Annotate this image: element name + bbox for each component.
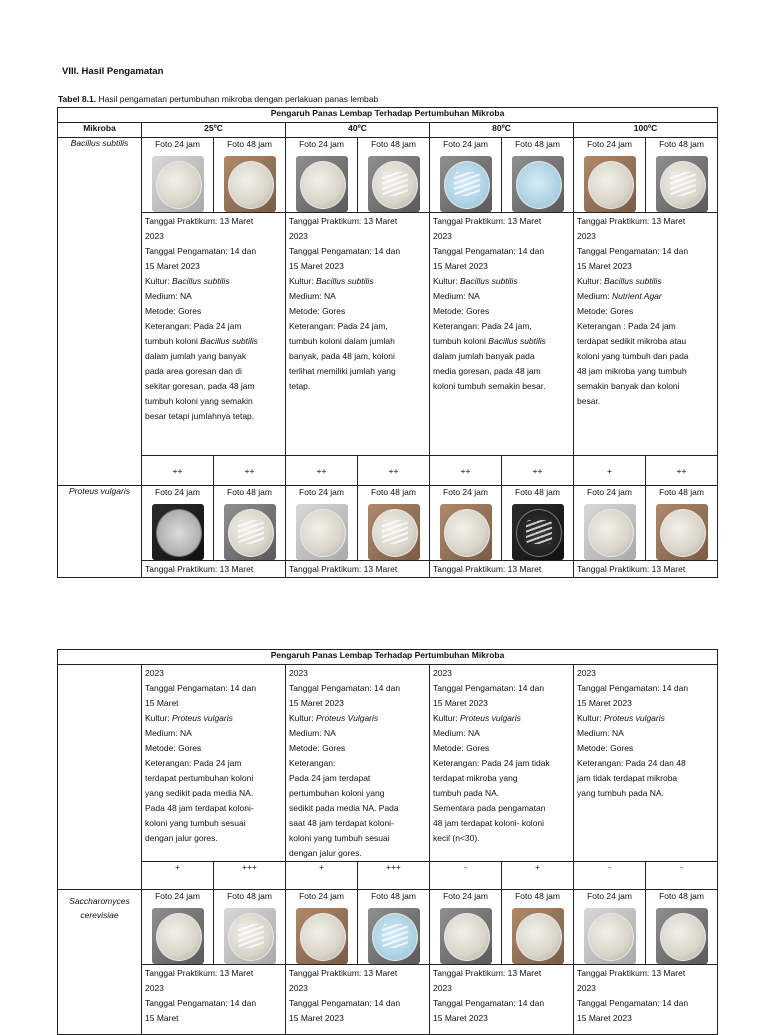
- observation-line: 15 Maret 2023: [577, 698, 632, 708]
- petri-dish-photo: [368, 504, 420, 560]
- observation-line: tetap.: [289, 381, 311, 391]
- header-40c: 40ºC: [286, 123, 430, 138]
- observation-line: Medium: NA: [289, 728, 336, 738]
- photo-cell: [142, 138, 214, 213]
- observation-line: pertumbuhan koloni yang: [289, 788, 385, 798]
- observation-line: pada area goresan dan di: [145, 366, 242, 376]
- observation-line: Keterangan : Pada 24 jam: [577, 321, 676, 331]
- petri-dish-photo: [296, 908, 348, 964]
- observation-proteus-40c-start: Tanggal Praktikum: 13 Maret: [286, 561, 430, 578]
- observation-proteus-80c: [430, 665, 574, 862]
- growth-mark: +: [502, 862, 574, 890]
- petri-dish-photo: [152, 156, 204, 212]
- observation-line: Keterangan: Pada 24 jam,: [433, 321, 532, 331]
- observation-line: Tanggal Praktikum: 13 Maret: [289, 968, 398, 978]
- observation-line: Tanggal Pengamatan: 14 dan: [577, 246, 689, 256]
- observation-line: Tanggal Pengamatan: 14 dan: [433, 246, 545, 256]
- italic-term: Bacillus subtilis: [171, 276, 230, 286]
- observation-line: 2023: [289, 983, 308, 993]
- observation-line: media goresan, pada 48 jam: [433, 366, 541, 376]
- observation-line: Tanggal Pengamatan: 14 dan: [289, 998, 401, 1008]
- photo-cell: [646, 138, 718, 213]
- observation-line: Keterangan: Pada 24 jam,: [289, 321, 388, 331]
- italic-term: Proteus Vulgaris: [315, 713, 379, 723]
- observation-line: 2023: [433, 231, 452, 241]
- results-table-part-1: [57, 107, 718, 578]
- observation-line: 15 Maret 2023: [433, 698, 488, 708]
- growth-mark: ++: [214, 456, 286, 486]
- caption-text: Hasil pengamatan pertumbuhan mikroba dengan perlakuan panas lembab: [96, 94, 379, 104]
- observation-line: Kultur: Proteus vulgaris: [145, 713, 233, 723]
- observation-line: dalam jumlah banyak pada: [433, 351, 535, 361]
- observation-line: 2023: [577, 983, 596, 993]
- observation-line: 15 Maret 2023: [577, 261, 632, 271]
- observation-line: 15 Maret 2023: [289, 1013, 344, 1023]
- photo-label: Foto 24 jam: [299, 139, 344, 149]
- observation-line: koloni yang tumbuh sesuai: [289, 833, 390, 843]
- observation-line: besar.: [577, 396, 601, 406]
- petri-dish-photo: [440, 504, 492, 560]
- observation-line: Metode: Gores: [289, 306, 346, 316]
- organism-saccharomyces: [58, 890, 142, 1035]
- table-title: Pengaruh Panas Lembap Terhadap Pertumbuhan Mikroba: [58, 650, 718, 665]
- photo-label: Foto 24 jam: [155, 139, 200, 149]
- photo-label: Foto 48 jam: [227, 139, 272, 149]
- observation-line: Tanggal Pengamatan: 14 dan: [145, 683, 257, 693]
- organism-bacillus: [58, 138, 142, 486]
- observation-line: Kultur: Bacillus subtilis: [289, 276, 374, 286]
- observation-line: terdapat pertumbuhan koloni: [145, 773, 254, 783]
- photo-cell: [646, 486, 718, 561]
- petri-dish-photo: [656, 504, 708, 560]
- observation-line: 15 Maret: [145, 1013, 179, 1023]
- observation-line: Tanggal Pengamatan: 14 dan: [289, 683, 401, 693]
- header-25c: 25ºC: [142, 123, 286, 138]
- photo-cell: [286, 890, 358, 965]
- photo-cell: [502, 138, 574, 213]
- observation-line: Keterangan:: [289, 758, 336, 768]
- photo-label: Foto 48 jam: [659, 487, 704, 497]
- observation-bacillus-40c: [286, 213, 430, 456]
- observation-line: Metode: Gores: [145, 306, 202, 316]
- observation-line: Keterangan: Pada 24 jam: [145, 321, 242, 331]
- observation-line: terdapat sedikit mikroba atau: [577, 336, 687, 346]
- photo-label: Foto 24 jam: [155, 891, 200, 901]
- observation-line: Metode: Gores: [433, 743, 490, 753]
- photo-label: Foto 48 jam: [371, 891, 416, 901]
- photo-cell: [142, 890, 214, 965]
- growth-mark: -: [430, 862, 502, 890]
- observation-line: Medium: NA: [433, 728, 480, 738]
- italic-term: Proteus vulgaris: [603, 713, 665, 723]
- observation-line: dengan jalur gores.: [289, 848, 362, 858]
- italic-term: Proteus vulgaris: [459, 713, 521, 723]
- observation-line: 2023: [145, 231, 164, 241]
- observation-line: koloni yang tumbuh sesuai: [145, 818, 246, 828]
- petri-dish-photo: [152, 504, 204, 560]
- observation-line: tumbuh koloni yang semakin: [145, 396, 253, 406]
- growth-mark: ++: [286, 456, 358, 486]
- observation-line: Medium: Nutrient Agar: [577, 291, 662, 301]
- photo-label: Foto 24 jam: [299, 891, 344, 901]
- photo-cell: [574, 138, 646, 213]
- observation-line: besar tetapi jumlahnya tetap.: [145, 411, 255, 421]
- growth-mark: +: [286, 862, 358, 890]
- petri-dish-photo: [224, 908, 276, 964]
- observation-line: Tanggal Pengamatan: 14 dan: [289, 246, 401, 256]
- photo-cell: [214, 138, 286, 213]
- observation-saccharomyces-100c: [574, 965, 718, 1035]
- petri-dish-photo: [584, 156, 636, 212]
- petri-dish-photo: [224, 156, 276, 212]
- petri-dish-photo: [656, 156, 708, 212]
- italic-term: Bacillus subtilis: [200, 336, 258, 346]
- observation-line: 15 Maret 2023: [433, 261, 488, 271]
- photo-cell: [358, 890, 430, 965]
- growth-mark: ++: [646, 456, 718, 486]
- observation-line: Kultur: Bacillus subtilis: [145, 276, 230, 286]
- observation-line: Keterangan: Pada 24 dan 48: [577, 758, 686, 768]
- photo-label: Foto 48 jam: [515, 891, 560, 901]
- growth-mark: ++: [358, 456, 430, 486]
- observation-line: 15 Maret 2023: [433, 1013, 488, 1023]
- observation-line: Tanggal Pengamatan: 14 dan: [577, 998, 689, 1008]
- photo-cell: [430, 138, 502, 213]
- petri-dish-photo: [368, 156, 420, 212]
- observation-line: koloni tumbuh semakin besar.: [433, 381, 546, 391]
- observation-line: 15 Maret 2023: [577, 1013, 632, 1023]
- observation-line: koloni yang tumbuh dan pada: [577, 351, 689, 361]
- photo-cell: [358, 486, 430, 561]
- photo-cell: [502, 486, 574, 561]
- observation-line: Tanggal Praktikum: 13 Maret: [577, 968, 686, 978]
- petri-dish-photo: [512, 156, 564, 212]
- growth-mark: ++: [142, 456, 214, 486]
- growth-mark: +++: [214, 862, 286, 890]
- italic-term: Proteus vulgaris: [171, 713, 233, 723]
- photo-label: Foto 48 jam: [227, 891, 272, 901]
- observation-line: tumbuh koloni Bacillus subtilis: [145, 336, 258, 346]
- photo-label: Foto 24 jam: [587, 891, 632, 901]
- header-100c: 100ºC: [574, 123, 718, 138]
- observation-line: Medium: NA: [145, 291, 192, 301]
- header-mikroba: Mikroba: [58, 123, 142, 138]
- photo-label: Foto 24 jam: [587, 487, 632, 497]
- petri-dish-photo: [584, 908, 636, 964]
- photo-cell: [214, 890, 286, 965]
- observation-proteus-25c: [142, 665, 286, 862]
- growth-mark: +++: [358, 862, 430, 890]
- observation-line: Tanggal Praktikum: 13 Maret: [145, 216, 254, 226]
- photo-cell: [574, 890, 646, 965]
- results-table-part-2: [57, 649, 718, 1035]
- photo-label: Foto 48 jam: [371, 487, 416, 497]
- petri-dish-photo: [152, 908, 204, 964]
- organism-proteus: [58, 486, 142, 578]
- observation-line: Pada 48 jam terdapat koloni-: [145, 803, 254, 813]
- observation-line: 15 Maret 2023: [145, 261, 200, 271]
- observation-line: 2023: [577, 668, 596, 678]
- observation-line: kecil (n<30).: [433, 833, 480, 843]
- observation-saccharomyces-80c: [430, 965, 574, 1035]
- observation-proteus-40c: [286, 665, 430, 862]
- observation-line: sekitar goresan, pada 48 jam: [145, 381, 255, 391]
- observation-line: 2023: [289, 231, 308, 241]
- italic-term: Bacillus subtilis: [603, 276, 662, 286]
- growth-mark: -: [574, 862, 646, 890]
- observation-line: Metode: Gores: [145, 743, 202, 753]
- photo-label: Foto 48 jam: [659, 891, 704, 901]
- photo-label: Foto 24 jam: [443, 139, 488, 149]
- growth-mark: ++: [430, 456, 502, 486]
- observation-line: semakin banyak dan koloni: [577, 381, 680, 391]
- table-title: Pengaruh Panas Lembap Terhadap Pertumbuhan Mikroba: [58, 108, 718, 123]
- observation-line: Tanggal Pengamatan: 14 dan: [145, 998, 257, 1008]
- observation-line: tumbuh koloni Bacillus subtilis: [433, 336, 546, 346]
- observation-line: Metode: Gores: [289, 743, 346, 753]
- observation-line: terlihat memiliki jumlah yang: [289, 366, 396, 376]
- observation-line: Tanggal Pengamatan: 14 dan: [433, 998, 545, 1008]
- observation-proteus-25c-start: Tanggal Praktikum: 13 Maret: [142, 561, 286, 578]
- observation-line: Medium: NA: [577, 728, 624, 738]
- organism-name-line-2: cerevisiae: [80, 910, 119, 920]
- observation-saccharomyces-25c: [142, 965, 286, 1035]
- photo-label: Foto 48 jam: [227, 487, 272, 497]
- photo-label: Foto 24 jam: [443, 487, 488, 497]
- photo-cell: [142, 486, 214, 561]
- observation-line: Kultur: Bacillus subtilis: [433, 276, 518, 286]
- petri-dish-photo: [368, 908, 420, 964]
- petri-dish-photo: [440, 156, 492, 212]
- photo-cell: [430, 890, 502, 965]
- observation-line: Metode: Gores: [577, 743, 634, 753]
- observation-bacillus-25c: [142, 213, 286, 456]
- observation-line: Kultur: Proteus vulgaris: [577, 713, 665, 723]
- observation-line: Metode: Gores: [433, 306, 490, 316]
- observation-line: Tanggal Praktikum: 13 Maret: [145, 968, 254, 978]
- observation-line: Sementara pada pengamatan: [433, 803, 546, 813]
- photo-cell: [430, 486, 502, 561]
- photo-label: Foto 24 jam: [155, 487, 200, 497]
- italic-term: Bacillus subtilis: [315, 276, 374, 286]
- observation-line: Tanggal Praktikum: 13 Maret: [433, 216, 542, 226]
- observation-saccharomyces-40c: [286, 965, 430, 1035]
- observation-line: Pada 24 jam terdapat: [289, 773, 371, 783]
- table-caption: [58, 94, 378, 104]
- observation-line: Medium: NA: [145, 728, 192, 738]
- observation-line: Medium: NA: [433, 291, 480, 301]
- observation-line: Kultur: Bacillus subtilis: [577, 276, 662, 286]
- observation-line: Metode: Gores: [577, 306, 634, 316]
- photo-label: Foto 48 jam: [515, 487, 560, 497]
- observation-line: terdapat mikroba yang: [433, 773, 518, 783]
- photo-cell: [214, 486, 286, 561]
- photo-label: Foto 24 jam: [299, 487, 344, 497]
- observation-line: 15 Maret 2023: [289, 261, 344, 271]
- observation-line: Kultur: Proteus Vulgaris: [289, 713, 379, 723]
- observation-proteus-100c-start: Tanggal Praktikum: 13 Maret: [574, 561, 718, 578]
- organism-name: Proteus vulgaris: [69, 486, 130, 496]
- italic-term: Bacillus subtilis: [459, 276, 518, 286]
- observation-line: Keterangan: Pada 24 jam tidak: [433, 758, 550, 768]
- observation-proteus-100c: [574, 665, 718, 862]
- petri-dish-photo: [512, 504, 564, 560]
- growth-mark: -: [646, 862, 718, 890]
- observation-bacillus-80c: [430, 213, 574, 456]
- observation-bacillus-100c: [574, 213, 718, 456]
- petri-dish-photo: [656, 908, 708, 964]
- photo-label: Foto 24 jam: [587, 139, 632, 149]
- observation-line: tumbuh pada NA.: [433, 788, 500, 798]
- petri-dish-photo: [512, 908, 564, 964]
- observation-line: yang sedikit pada media NA.: [145, 788, 254, 798]
- observation-line: Tanggal Pengamatan: 14 dan: [145, 246, 257, 256]
- observation-proteus-80c-start: Tanggal Praktikum: 13 Maret: [430, 561, 574, 578]
- growth-mark: +: [142, 862, 214, 890]
- photo-label: Foto 48 jam: [371, 139, 416, 149]
- photo-cell: [286, 138, 358, 213]
- petri-dish-photo: [584, 504, 636, 560]
- observation-line: 2023: [145, 983, 164, 993]
- observation-line: Keterangan: Pada 24 jam: [145, 758, 242, 768]
- growth-mark: +: [574, 456, 646, 486]
- observation-line: 48 jam mikroba yang tumbuh: [577, 366, 687, 376]
- observation-line: 2023: [577, 231, 596, 241]
- observation-line: saat 48 jam terdapat koloni-: [289, 818, 394, 828]
- caption-label: Tabel 8.1.: [58, 94, 97, 104]
- photo-label: Foto 48 jam: [515, 139, 560, 149]
- growth-mark: ++: [502, 456, 574, 486]
- observation-line: 15 Maret: [145, 698, 179, 708]
- observation-line: Tanggal Praktikum: 13 Maret: [577, 216, 686, 226]
- photo-label: Foto 24 jam: [443, 891, 488, 901]
- petri-dish-photo: [296, 156, 348, 212]
- observation-line: tumbuh koloni dalam jumlah: [289, 336, 395, 346]
- observation-line: dengan jalur gores.: [145, 833, 218, 843]
- observation-line: Tanggal Praktikum: 13 Maret: [433, 968, 542, 978]
- observation-line: 48 jam terdapat koloni- koloni: [433, 818, 545, 828]
- observation-line: yang tumbuh pada NA.: [577, 788, 664, 798]
- italic-term: Nutrient Agar: [611, 291, 662, 301]
- observation-line: 2023: [289, 668, 308, 678]
- petri-dish-photo: [224, 504, 276, 560]
- italic-term: Bacillus subtilis: [488, 336, 546, 346]
- header-80c: 80ºC: [430, 123, 574, 138]
- photo-cell: [286, 486, 358, 561]
- section-heading: VIII. Hasil Pengamatan: [62, 66, 164, 77]
- observation-line: sedikit pada media NA. Pada: [289, 803, 399, 813]
- organism-name: Bacillus subtilis: [70, 138, 129, 148]
- observation-line: Tanggal Praktikum: 13 Maret: [289, 216, 398, 226]
- petri-dish-photo: [440, 908, 492, 964]
- observation-line: Tanggal Pengamatan: 14 dan: [433, 683, 545, 693]
- photo-cell: [646, 890, 718, 965]
- observation-line: Tanggal Pengamatan: 14 dan: [577, 683, 689, 693]
- observation-line: 15 Maret 2023: [289, 698, 344, 708]
- photo-cell: [358, 138, 430, 213]
- organism-proteus-cont: [58, 665, 142, 890]
- observation-line: dalam jumlah yang banyak: [145, 351, 247, 361]
- observation-line: 2023: [433, 668, 452, 678]
- organism-name-line-1: Saccharomyces: [69, 896, 130, 906]
- observation-line: Medium: NA: [289, 291, 336, 301]
- photo-cell: [574, 486, 646, 561]
- observation-line: jam tidak terdapat mikroba: [577, 773, 678, 783]
- photo-cell: [502, 890, 574, 965]
- observation-line: banyak, pada 48 jam, koloni: [289, 351, 395, 361]
- observation-line: Kultur: Proteus vulgaris: [433, 713, 521, 723]
- photo-label: Foto 48 jam: [659, 139, 704, 149]
- observation-line: 2023: [433, 983, 452, 993]
- petri-dish-photo: [296, 504, 348, 560]
- observation-line: 2023: [145, 668, 164, 678]
